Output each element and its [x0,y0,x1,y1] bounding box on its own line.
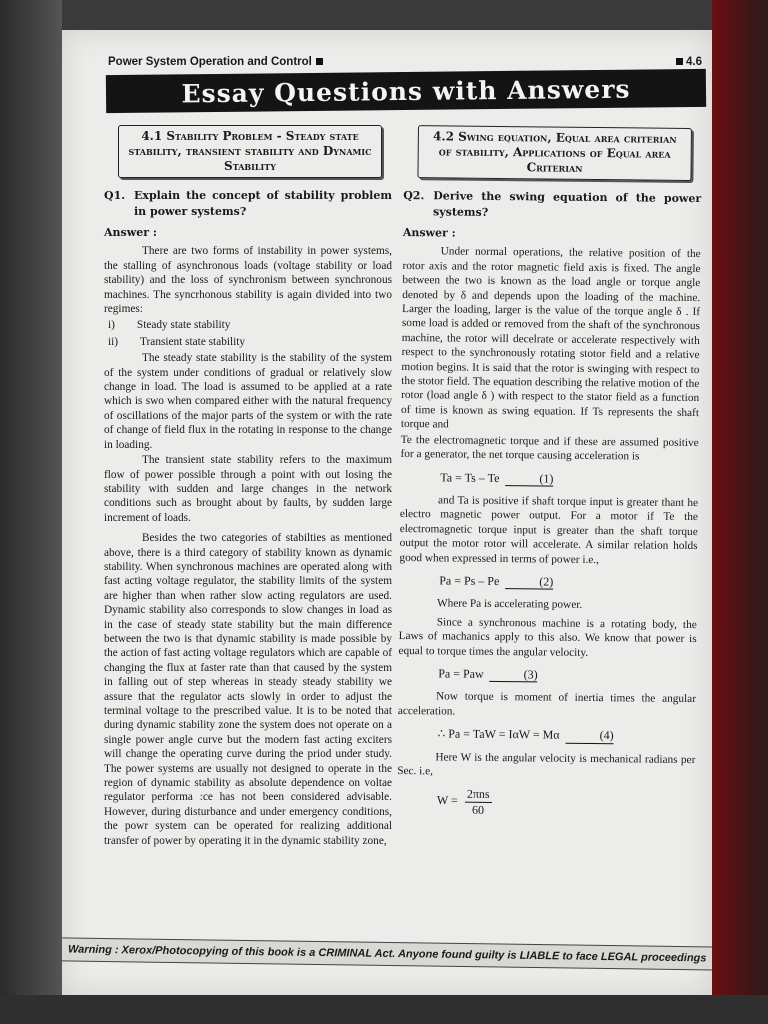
question-text: Derive the swing equation of the power systems? [433,189,702,219]
fraction-denominator: 60 [472,802,485,817]
question-number: Q2. [403,188,425,203]
left-column [104,125,392,849]
paragraph: Where Pa is accelerating power. [436,597,583,612]
square-bullet-icon [316,58,323,65]
paragraph: There are two forms of instability in power systems, the stalling of asynchronous loads (voltage stability or load stability) and the loss of synchronism between synchronous machines. The syncrhonous stability is again divided into two regimes: [104,245,392,316]
equation-2 [439,573,697,591]
paragraph: The transient state stability refers to the maximum flow of power possible through a point with out losing the stability with sudden and large changes in the network conditions such as brought about by faults, by sudden large increment of loads. [104,454,392,524]
book-title: Power System Operation and Control [108,56,312,68]
equation-3 [438,666,696,684]
paragraph: Under normal operations, the relative position of the rotor axis and the rotor magnetic field axis is fixed. The angle between the two is known as the load angle or torque angle denoted by δ and depends upon the loading of the machine. Larger the loading, larger is the value of the torque angle δ . If some load is added or removed from the shaft of the synchronous machine, the rotor will decelrate or accelerate respectively with respect to the synchronously rotating stotor field and a relative motion begins. It is said that the rotor is swinging with respect to the stotor field. The equation describing the relative motion of the rotor (load angle δ ) with respect to the stator field as a function of time is known as swing equation. If Ts represents the shaft torque and [400,245,701,431]
question-number: Q1. [104,189,126,202]
scan-right-edge [712,0,768,1024]
answer-label: Answer : [402,225,456,240]
paragraph: Besides the two categories of stabilties as mentioned above, there is a third category of stability known as dynamic stability. When synchronous machines are operated along with fast acting voltage regulator, the stability limits of the system are higher than when rather slow acting regulators are used. Dynamic stability also corresponds to slow changes in load as in the case of steady state stability but the main difference between the two is that dynamic stability is made possible by the action of fast acting voltage regulators which are capable of changing the flux at faster rate than that caused by the system in falling out of step whereas in steady steady stability we assure that the regulator acts slowly in order to adjust the terminal voltage to the prescribed value. It is to be noted that during dynamic stability zone the system does not operate on a single power angle curve but the modern fast acting exciters will change the operating curve during the priod under study. The power systems are usually not designed to operate in the region of dynamic stability as absolute dependence on voltae regulator performa :ce has not been considered advisable. However, during disturbance and under emergency conditions, the powr system can be operated for realizing additional transfer of power by operating it in the dynamic stability zone, [104,532,392,847]
equation-text: Ta = Ts – Te [440,469,500,485]
equation-number: (1) [505,471,553,487]
answer-label: Answer : [104,226,157,239]
page-number: 4.6 [686,56,702,68]
equation-5 [437,787,695,820]
copyright-warning: Warning : Xerox/Photocopying of this book is a CRIMINAL Act. Anyone found guilty is LIABLE to face LEGAL proceedings [62,937,712,970]
right-column [397,125,702,827]
list-marker: ii) [108,335,119,348]
equation-1 [440,470,698,488]
paragraph: Now torque is moment of inertia times the angular acceleration. [397,690,697,718]
section-banner: Essay Questions with Answers [106,69,706,113]
topic-box-4-2: 4.2 Swing equation, Equal area criterian of stability, Applications of Equal area Criterian [417,125,692,181]
paragraph: The steady state stability is the stability of the system of the system under conditions of gradual or relatively slow change in load. The load is assumed to be applied at a rate which is swo when compared either with the natural frequency of oscillations of the major parts of the system or with the rate of change of field flux in the rotating in response to the change in loading. [104,352,392,451]
equation-number: (4) [566,728,614,744]
question-2 [403,188,701,223]
topic-box-4-1: 4.1 Stability Problem - Steady state stability, transient stability and Dynamic Stability [118,125,382,178]
question-1 [104,188,392,220]
fraction [465,787,492,817]
list-text: Transient state stability [140,335,246,348]
fraction-numerator: 2πns [465,787,492,803]
book-page [62,30,712,995]
equation-lhs: W = [436,793,458,808]
paragraph: Since a synchronous machine is a rotating body, the Laws of machanics apply to this also. We know that power is equal to torque times the angular velocity. [398,616,697,659]
list-marker: i) [108,319,115,332]
equation-text: Pa = Paw [438,666,484,681]
paragraph: Te the electromagnetic torque and if these are assumed positive for a generator, the net torque causing acceleration is [400,433,699,463]
equation-4 [438,727,696,745]
equation-text: ∴ Pa = TaW = IαW = Mα [437,726,560,742]
question-text: Explain the concept of stability problem in power systems? [134,189,392,218]
list-text: Steady state stability [136,319,231,332]
equation-number: (2) [505,574,553,590]
equation-number: (3) [490,667,538,683]
paragraph: Here W is the angular velocity is mechanical radians per Sec. i.e, [397,750,696,778]
list-item [108,318,392,332]
scan-bottom-edge [0,995,768,1024]
paragraph: and Ta is positive if shaft torque input is greater thant he electro magnetic power output. For a motor if Te the electromagnetic torque input is greater than the shaft torque output the motor rotor will accelerate. A similar relation holds good when expressed in terms of power i.e., [399,494,699,566]
scan-left-edge [0,0,62,1024]
equation-text: Pa = Ps – Pe [439,573,500,588]
square-bullet-icon [676,58,683,65]
list-item [108,335,392,349]
